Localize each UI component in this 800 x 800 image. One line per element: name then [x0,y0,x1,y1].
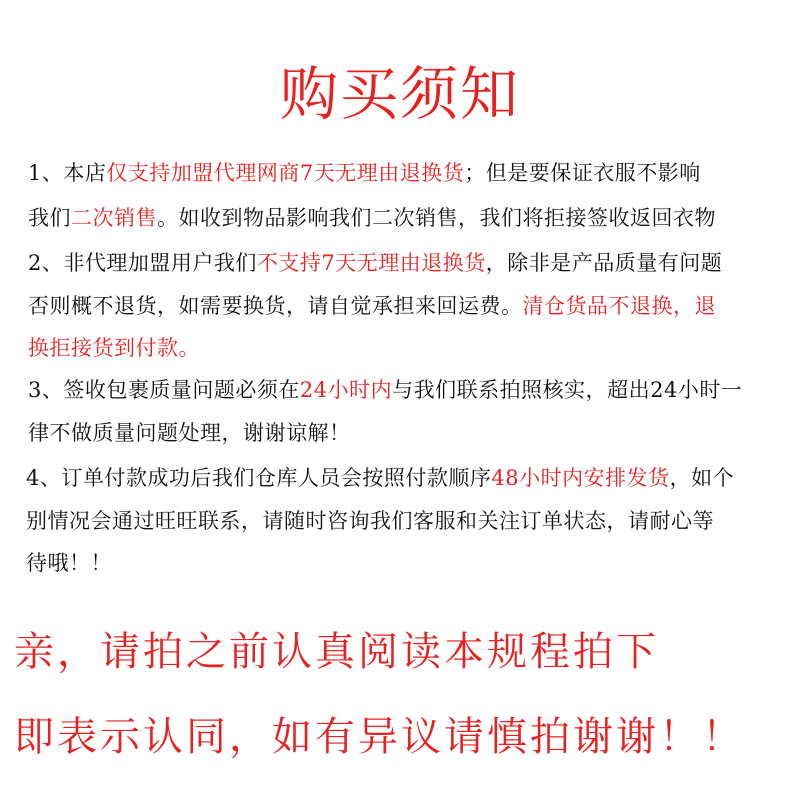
rule-2-line-3 [28,333,200,363]
rule-text: ，除非是产品质量有问题 [485,251,723,275]
rule-text: 我们 [28,206,71,230]
rule-highlight: 换拒接货到付款。 [28,336,200,360]
rule-text: 1、本店 [28,161,107,185]
rule-text: 别情况会通过旺旺联系，请随时咨询我们客服和关注订单状态，请耐心等 [26,509,714,533]
rule-text: 否则概不退货，如需要换货，请自觉承担来回运费。 [28,294,523,318]
rule-1-line-1 [28,158,701,188]
rule-highlight: 24小时内 [299,378,393,402]
rule-text: 与我们联系拍照核实，超出24小时一 [392,378,743,402]
rule-3-line-1 [28,375,742,405]
rule-1-line-2 [28,203,716,233]
rule-4-line-1 [26,463,734,493]
rule-text: 3、签收包裹质量问题必须在 [28,378,300,402]
rule-text: 2、非代理加盟用户我们 [28,251,257,275]
rule-text: 4、订单付款成功后我们仓库人员会按照付款顺序 [26,466,492,490]
rule-4-line-2 [26,506,714,536]
rule-highlight: 仅支持加盟代理网商7天无理由退换货 [106,161,465,185]
rule-text: 待哦！！ [26,551,112,575]
rule-highlight: 二次销售 [71,206,157,230]
page-title: 购买须知 [279,60,520,128]
rule-3-line-2 [28,418,351,448]
rule-2-line-1 [28,248,722,278]
footer-notice-line-1: 亲，请拍之前认真阅读本规程拍下 [14,629,659,675]
rule-text: ；但是要保证衣服不影响 [464,161,701,185]
rule-highlight: 不支持7天无理由退换货 [256,251,486,275]
rule-2-line-2 [28,291,716,321]
rule-text: 律不做质量问题处理，谢谢谅解！ [28,421,351,445]
rule-text: ，如个 [669,466,735,490]
rule-4-line-3 [26,548,112,578]
rule-highlight: 48小时内安排发货 [491,466,670,490]
footer-notice-line-2: 即表示认同，如有异议请慎拍谢谢！！ [14,714,745,760]
rule-highlight: 清仓货品不退换，退 [522,294,716,318]
rule-text: 。如收到物品影响我们二次销售，我们将拒接签收返回衣物 [157,206,716,230]
